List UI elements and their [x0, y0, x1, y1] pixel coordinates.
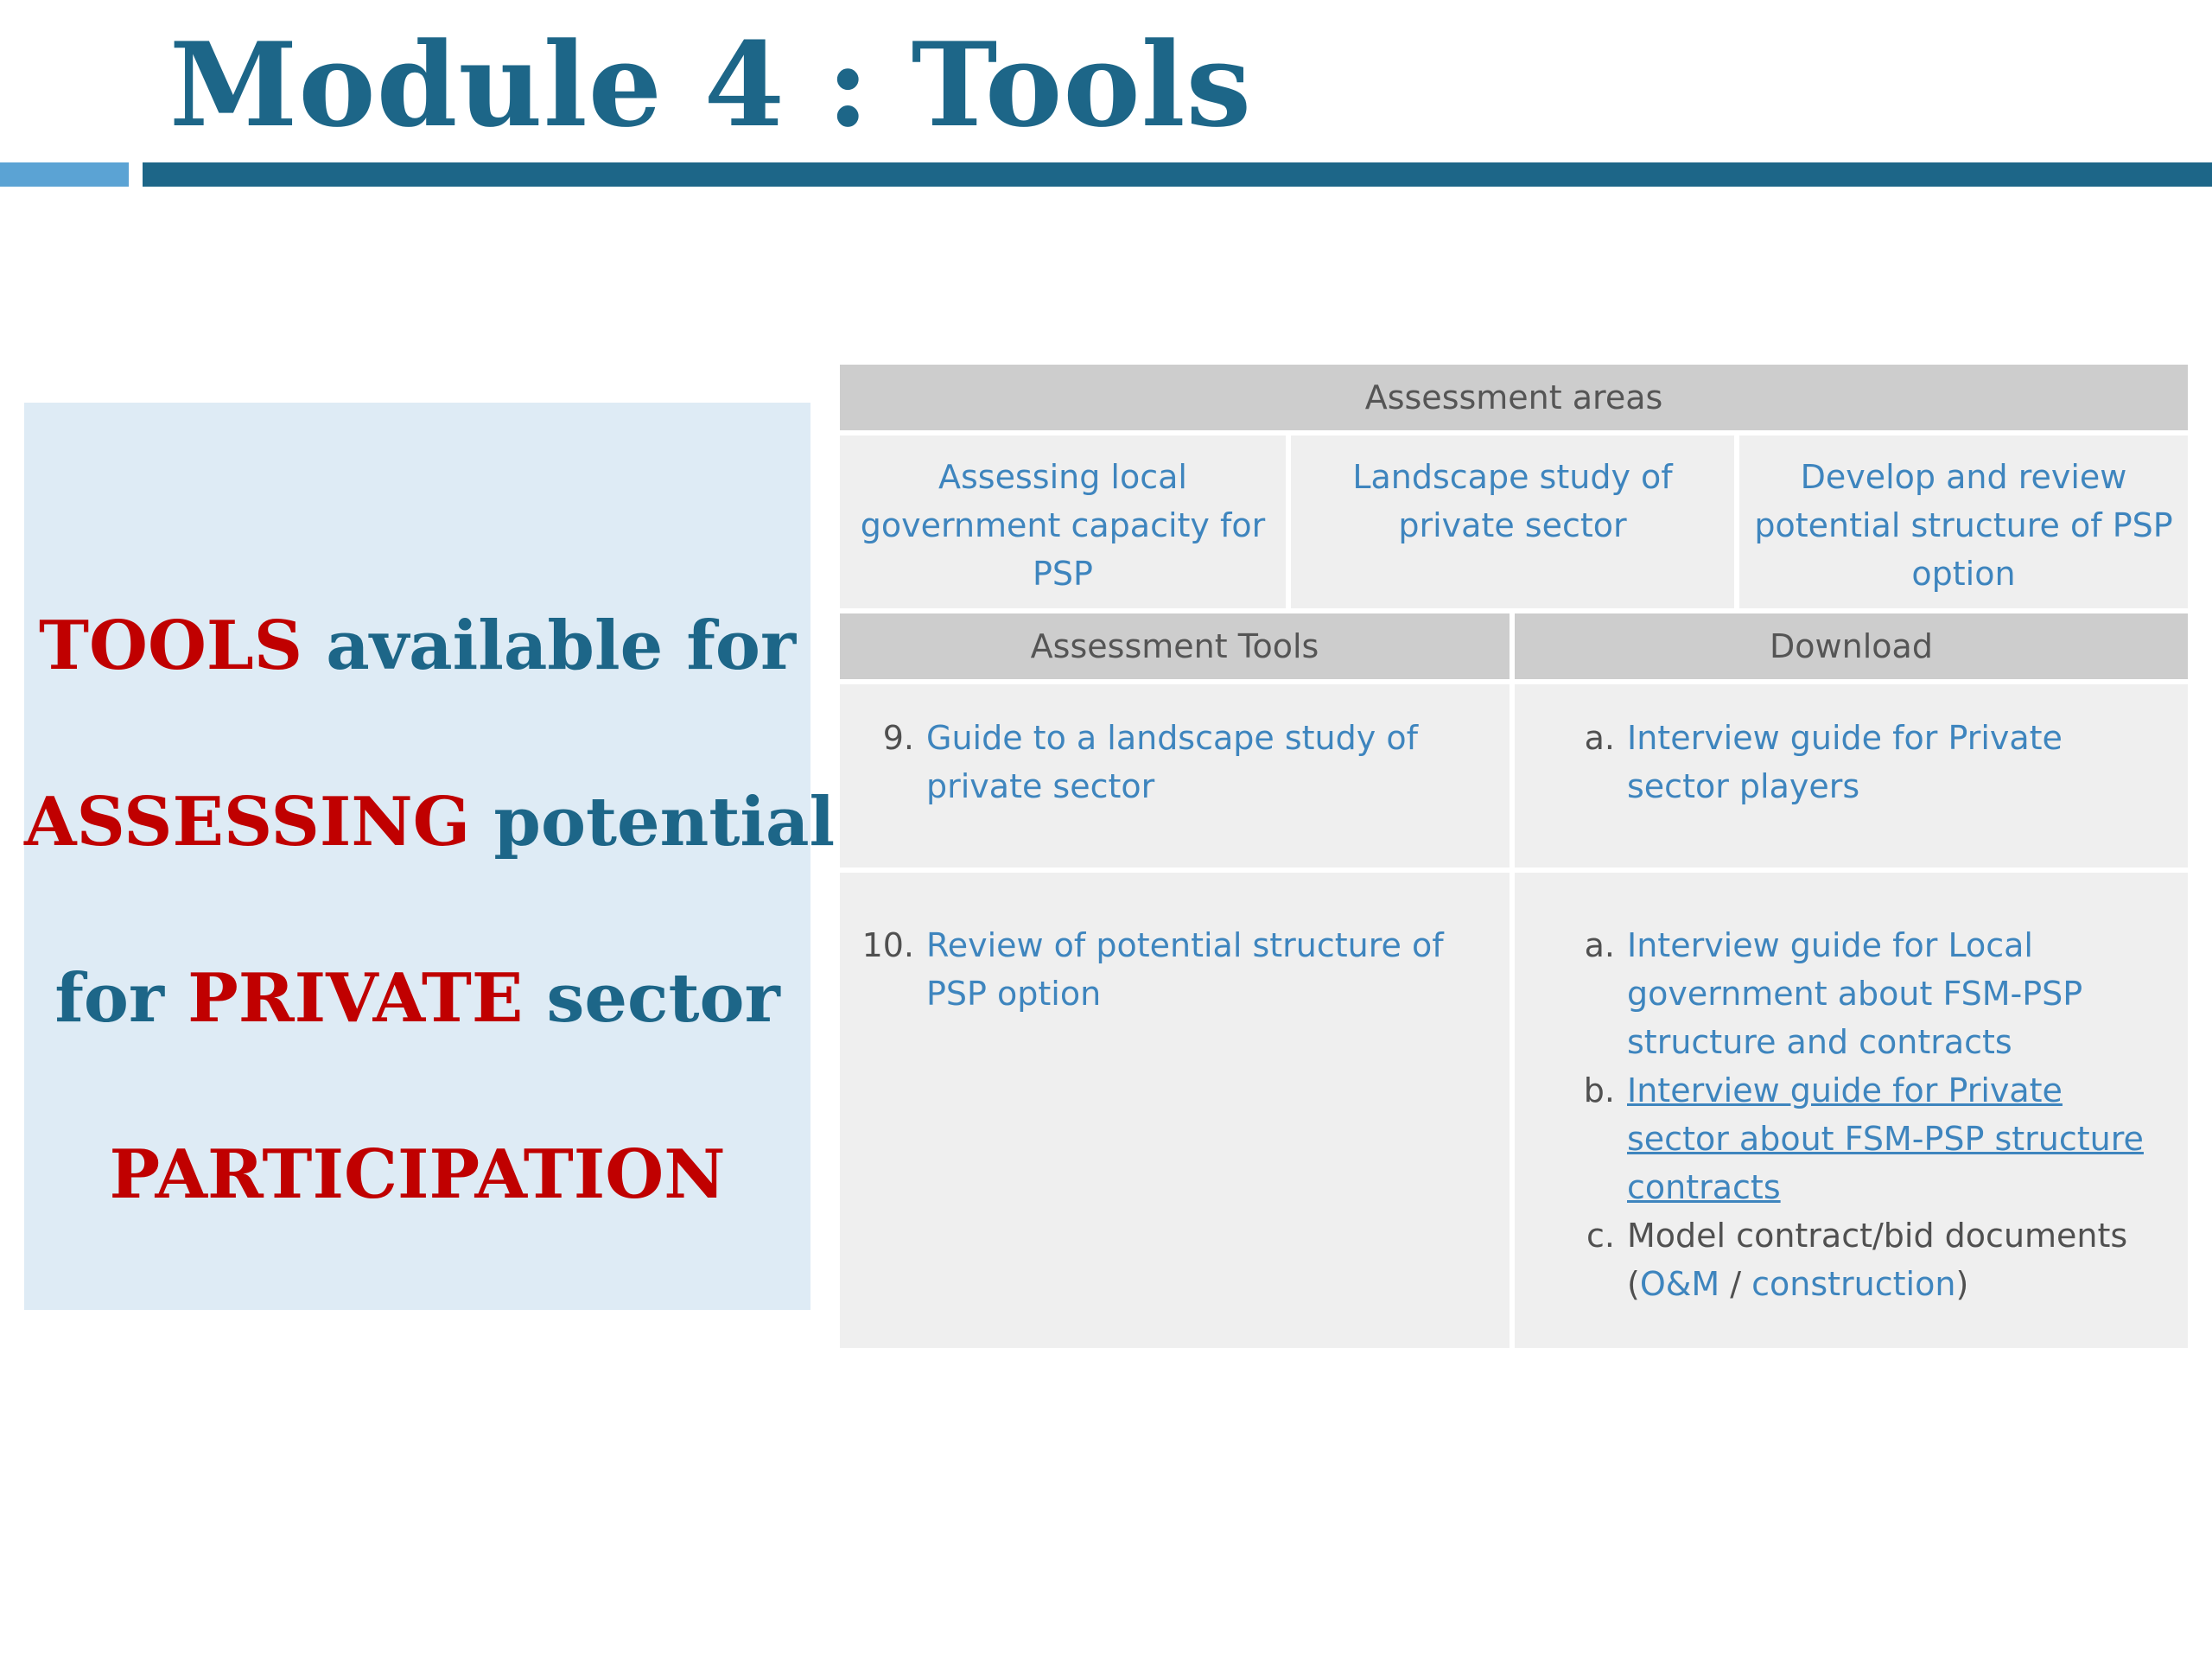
download-marker: a.: [1584, 719, 1615, 757]
tools-header-row: [840, 613, 2188, 679]
download-text: ): [1955, 1265, 1969, 1303]
tool-link-landscape-guide[interactable]: Guide to a landscape study of private sector: [926, 719, 1418, 805]
tool-cell: [840, 873, 1510, 1348]
callout-text: sector: [523, 959, 780, 1038]
tool-item: [840, 921, 1458, 1018]
tools-header: Assessment Tools: [840, 613, 1510, 679]
callout-text: for: [54, 959, 188, 1038]
title-accent-bar-light: [0, 162, 129, 187]
download-link-construction[interactable]: construction: [1751, 1265, 1956, 1303]
title-accent-bar-dark: [143, 162, 2212, 187]
download-cell: [1515, 684, 2188, 868]
callout-line-4: [24, 1087, 810, 1263]
areas-header-row: [840, 365, 2188, 430]
download-text: Model contract/bid documents (: [1627, 1217, 2128, 1303]
tool-row: [840, 684, 2188, 868]
tool-link-psp-structure-review[interactable]: Review of potential structure of PSP option: [926, 926, 1444, 1013]
callout-emphasis: ASSESSING: [24, 783, 471, 861]
tool-item: [840, 714, 1458, 810]
download-item: [1515, 714, 2171, 810]
callout-text: potential: [470, 783, 836, 861]
download-marker: b.: [1583, 1071, 1615, 1109]
download-header: Download: [1515, 613, 2188, 679]
download-marker: c.: [1586, 1217, 1615, 1255]
download-link-local-government-guide[interactable]: Interview guide for Local government about FSM-PSP structure and contracts: [1627, 926, 2083, 1061]
download-model-documents: [1627, 1211, 2171, 1308]
callout-line-1: [24, 558, 810, 734]
callout-text: available for: [302, 607, 797, 685]
callout-emphasis: TOOLS: [38, 607, 303, 685]
areas-row: [840, 435, 2188, 608]
callout-emphasis: PRIVATE: [188, 959, 524, 1038]
download-link-private-sector-guide[interactable]: Interview guide for Private sector about FSM-PSP structure contracts: [1627, 1071, 2144, 1206]
slide-title: Module 4 : Tools: [169, 16, 1253, 153]
tools-callout-box: [24, 403, 836, 1310]
download-item: [1515, 1211, 2171, 1308]
tool-cell: [840, 684, 1510, 868]
areas-header: Assessment areas: [840, 365, 2188, 430]
download-item: [1515, 921, 2171, 1066]
tool-number: 9.: [882, 719, 914, 757]
download-item: [1515, 1066, 2171, 1211]
callout-line-3: [24, 911, 810, 1087]
area-link-landscape-study[interactable]: Landscape study of private sector: [1291, 435, 1734, 608]
callout-line-2: [24, 734, 836, 911]
tool-row: [840, 873, 2188, 1348]
area-link-psp-structure[interactable]: Develop and review potential structure of PSP option: [1739, 435, 2188, 608]
assessment-table: [840, 365, 2188, 1353]
download-link-om[interactable]: O&M: [1639, 1265, 1720, 1303]
callout-emphasis: PARTICIPATION: [109, 1135, 726, 1214]
tool-number: 10.: [861, 926, 914, 964]
download-link-private-sector-players[interactable]: Interview guide for Private sector players: [1627, 719, 2063, 805]
download-cell: [1515, 873, 2188, 1348]
area-link-local-government[interactable]: Assessing local government capacity for PSP: [840, 435, 1286, 608]
download-marker: a.: [1584, 926, 1615, 964]
download-separator: /: [1719, 1265, 1752, 1303]
